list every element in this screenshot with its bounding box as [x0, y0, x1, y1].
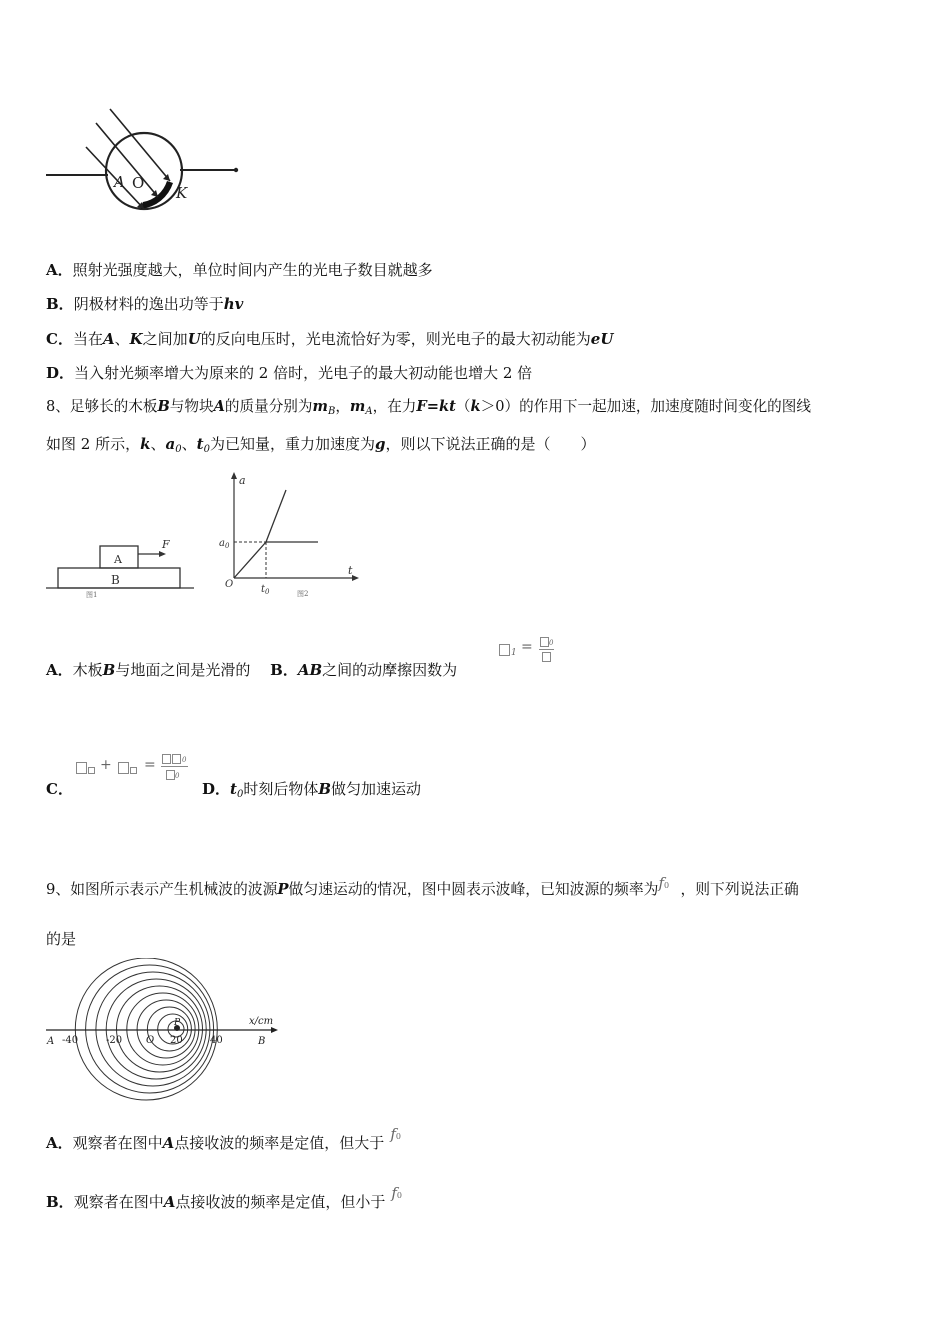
axis-x-arrow — [271, 1027, 278, 1033]
wave-crest-circle — [96, 972, 210, 1086]
label-p: P — [174, 1018, 181, 1028]
label-a: A — [114, 173, 125, 191]
q8-stem-line1: 8、足够长的木板B与物块A的质量分别为$m_B$，$m_A$，在力F=kt（k＞0）的作用下一起加速，加速度随时间变化的图线 — [46, 398, 811, 417]
wave-crest-circle — [75, 958, 217, 1100]
axis-label-a: a — [239, 474, 246, 487]
tick-neg40: -40 — [62, 1035, 79, 1046]
caption-fig1: 图1 — [86, 591, 98, 599]
label-t0: $t_0$ — [261, 584, 270, 596]
q8-figure-2 — [214, 470, 364, 600]
q8-stem-line2: 如图 2 所示，k、$a_0$、$t_0$为已知量，重力加速度为g，则以下说法正确的是（ ） — [46, 435, 596, 455]
caption-fig2: 图2 — [297, 590, 309, 598]
photocell-figure — [44, 105, 250, 217]
tick-40: 40 — [210, 1035, 223, 1046]
label-block-a: A — [114, 553, 122, 566]
q9-option-b: B．观察者在图中A点接收波的频率是定值，但小于 f0 — [46, 1184, 403, 1211]
wire-end-dot — [234, 168, 238, 172]
wave-crest-circle — [137, 1000, 195, 1058]
q8-option-a-b: A．木板B与地面之间是光滑的 B．AB之间的动摩擦因数为 — [46, 661, 458, 679]
q8-option-b-formula: 1 = 0 — [499, 636, 559, 666]
q7-option-d: D．当入射光频率增大为原来的 2 倍时，光电子的最大初动能也增大 2 倍 — [46, 364, 533, 382]
incident-ray — [110, 109, 170, 181]
q7-option-c: C．当在A、K之间加U的反向电压时，光电流恰好为零，则光电子的最大初动能为eU — [46, 330, 614, 348]
axis-label-t: t — [348, 564, 353, 577]
label-a0: $a_0$ — [219, 538, 230, 550]
wave-crest-circle — [86, 965, 214, 1093]
label-force: F — [162, 538, 170, 551]
label-o: O — [146, 1035, 155, 1046]
q9-stem-line2: 的是 — [46, 930, 77, 948]
label-board-b: B — [111, 573, 120, 587]
force-arrowhead — [159, 551, 166, 557]
tick-neg20: -20 — [106, 1035, 123, 1046]
graph-segment-1 — [234, 542, 266, 578]
axis-y-arrow — [231, 472, 237, 479]
q9-stem-line1: 9、如图所示表示产生机械波的波源P做匀速运动的情况，图中圆表示波峰，已知波源的频率为f0 ，则下列说法正确 — [46, 874, 799, 898]
label-o: O — [132, 174, 145, 192]
label-b: B — [258, 1036, 266, 1047]
graph-segment-2 — [266, 490, 286, 542]
label-origin: O — [225, 579, 234, 590]
q8-option-c: C． — [46, 780, 73, 798]
q9-wave-figure — [44, 958, 284, 1104]
label-k: K — [176, 184, 188, 202]
tick-20: 20 — [170, 1035, 183, 1046]
q9-option-a: A．观察者在图中A点接收波的频率是定值，但大于 f0 — [46, 1125, 401, 1152]
q8-option-d: D．$t_0$时刻后物体B做匀加速运动 — [202, 780, 422, 800]
wave-crests — [75, 958, 217, 1100]
label-a: A — [47, 1036, 55, 1047]
axis-label: x/cm — [249, 1016, 274, 1027]
wave-crest-circle — [117, 986, 203, 1072]
q8-option-c-formula: + = 0 0 — [76, 752, 196, 784]
q8-figure-1 — [44, 530, 196, 600]
q7-option-a: A．照射光强度越大，单位时间内产生的光电子数目就越多 — [46, 261, 433, 279]
q7-option-b: B．阴极材料的逸出功等于hv — [46, 295, 244, 313]
axis-x-arrow — [352, 575, 359, 581]
tube-circle — [106, 133, 182, 209]
